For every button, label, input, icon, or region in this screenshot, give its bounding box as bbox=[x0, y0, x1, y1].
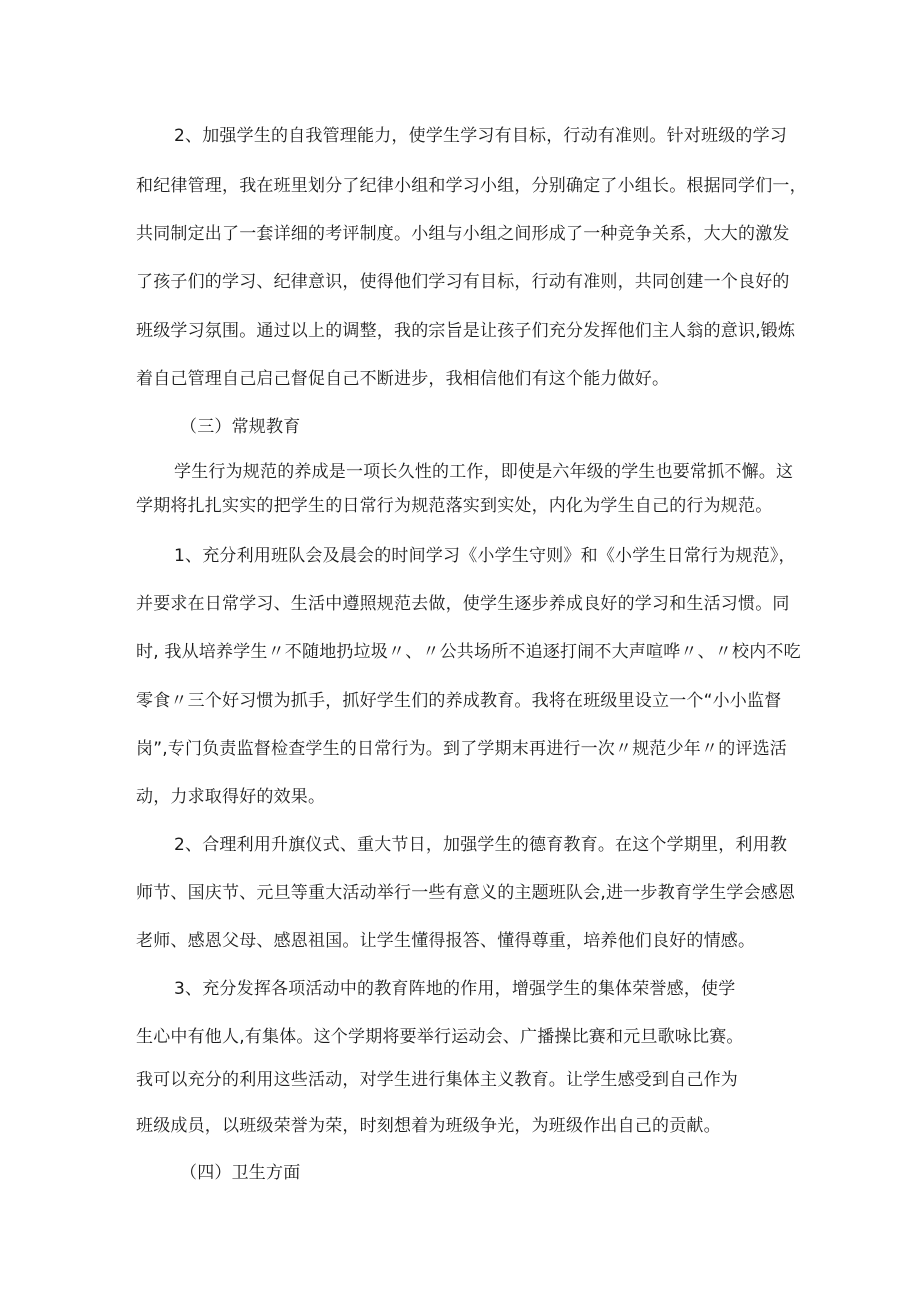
section-heading: （四）卫生方面 bbox=[180, 1163, 301, 1183]
text-line: 共同制定出了一套详细的考评制度。小组与小组之间形成了一种竞争关系，大大的激发 bbox=[136, 224, 790, 244]
text-line: 时, 我从培养学生〃不随地扔垃圾〃、〃公共场所不追逐打闹不大声喧哗〃、〃校内不吃 bbox=[136, 642, 801, 662]
text-line: 零食〃三个好习惯为抓手，抓好学生们的养成教育。我将在班级里设立一个“小小监督 bbox=[136, 691, 782, 711]
text-line: 了孩子们的学习、纪律意识，使得他们学习有目标，行动有准则，共同创建一个良好的 bbox=[136, 272, 790, 292]
text-line: 2、合理利用升旗仪式、重大节日，加强学生的德育教育。在这个学期里，利用教 bbox=[174, 835, 788, 855]
text-line: 3、充分发挥各项活动中的教育阵地的作用，增强学生的集体荣誉感，使学 bbox=[174, 979, 736, 999]
text-line: 老师、感恩父母、感恩祖国。让学生懂得报答、懂得尊重，培养他们良好的情感。 bbox=[136, 931, 756, 951]
text-line: 岗”,专门负责监督检查学生的日常行为。到了学期末再进行一次〃规范少年〃的评选活 bbox=[136, 739, 788, 759]
text-line: 着自己管理自己启己督促自己不断进步，我相信他们有这个能力做好。 bbox=[136, 369, 670, 389]
section-heading: （三）常规教育 bbox=[180, 417, 301, 437]
text-line: 2、加强学生的自我管理能力，使学生学习有目标，行动有准则。针对班级的学习 bbox=[174, 126, 788, 146]
text-line: 班级学习氛围。通过以上的调整，我的宗旨是让孩子们充分发挥他们主人翁的意识,锻炼 bbox=[136, 321, 796, 341]
text-line: 学生行为规范的养成是一项长久性的工作，即使是六年级的学生也要常抓不懈。这 bbox=[174, 462, 794, 482]
text-line: 并要求在日常学习、生活中遵照规范去做，使学生逐步养成良好的学习和生活习惯。同 bbox=[136, 594, 790, 614]
text-line: 班级成员，以班级荣誉为荣，时刻想着为班级争光，为班级作出自己的贡献。 bbox=[136, 1116, 721, 1136]
text-line: 1、充分利用班队会及晨会的时间学习《小学生守则》和《小学生日常行为规范》， bbox=[174, 546, 796, 566]
text-line: 生心中有他人,有集体。这个学期将要举行运动会、广播操比赛和元旦歌咏比赛。 bbox=[136, 1027, 744, 1047]
text-line: 我可以充分的利用这些活动，对学生进行集体主义教育。让学生感受到自己作为 bbox=[136, 1070, 738, 1090]
text-line: 动，力求取得好的效果。 bbox=[136, 787, 326, 807]
text-line: 学期将扎扎实实的把学生的日常行为规范落实到实处，内化为学生自己的行为规范。 bbox=[136, 496, 773, 516]
text-line: 师节、国庆节、元旦等重大活动举行一些有意义的主题班队会,进一步教育学生学会感恩 bbox=[136, 883, 796, 903]
text-line: 和纪律管理，我在班里划分了纪律小组和学习小组，分别确定了小组长。根据同学们一， bbox=[136, 176, 807, 196]
